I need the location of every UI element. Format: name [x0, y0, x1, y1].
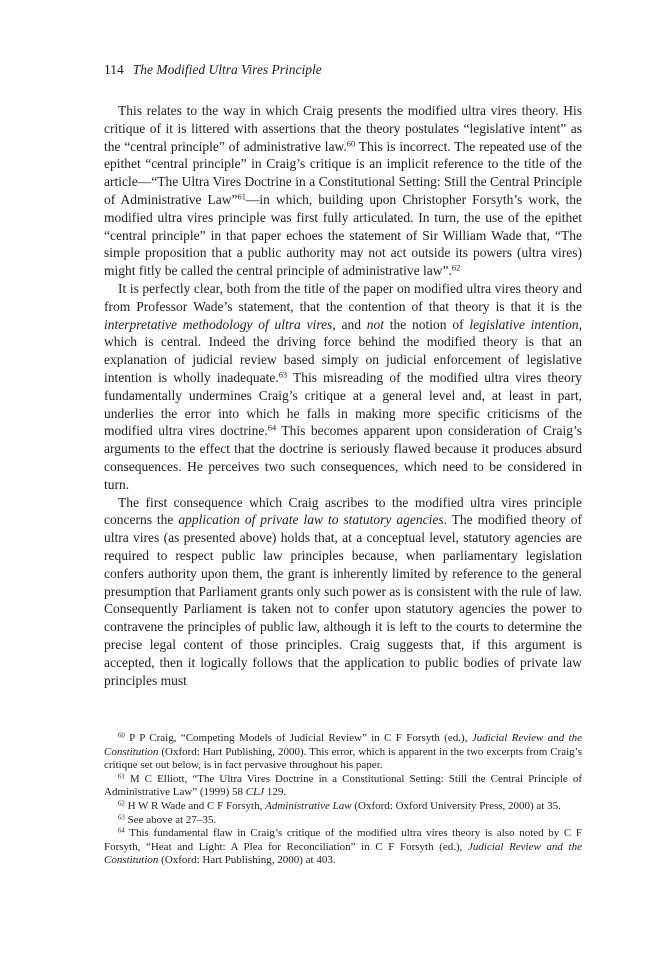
footnotes — [104, 732, 582, 868]
footnote-63: $^{63}$ See above at 27–35. — [118, 813, 217, 826]
footnote-ref-64[interactable]: 64 — [267, 423, 277, 433]
running-title: The Modified Ultra Vires Principle — [132, 62, 322, 77]
paragraph-2: It is perfectly clear, both from the title of the paper on modified ultra vires theory and from Professor Wade’s statement, that the contention of that theory is that it is the interpretative methodology of ultra vires, and not the notion of legislative intention, which is central. Indeed the driving force behind the modified theory is that an explanation of judicial review based simply on judicial enforcement of legislative intention is wholly inadequate.$^{63}$ This misreading of the modified ultra vires theory fundamentally undermines Craig’s critique at a general level and, at least in part, underlies the error into which he falls in making more specific criticisms of the modified ultra vires doctrine.$^{64}$ This becomes apparent upon consideration of Craig’s arguments to the effect that the doctrine is seriously flawed because it produces absurd consequences. He perceives two such consequences, which need to be considered in turn. — [104, 280, 582, 492]
footnote-number: 63 — [118, 813, 125, 821]
paragraph-1: This relates to the way in which Craig presents the modified ultra vires theory. His critique of it is littered with assertions that the theory postulates “legislative intent” as the “central principle” of administrative law.$^{60}$ This is incorrect. The repeated use of the epithet “central principle” in Craig’s critique is an implicit reference to the title of the article—“The Ultra Vires Doctrine in a Constitutional Setting: Still the Central Principle of Administrative Law”$^{61}$—in which, building upon Christopher Forsyth’s work, the modified ultra vires principle was first fully articulated. In turn, the use of the epithet “central principle” in that paper echoes the statement of Sir William Wade that, “The simple proposition that a public authority may not act outside its powers (ultra vires) might fitly be called the central principle of administrative law”.$^{62}$ — [104, 103, 582, 279]
footnote-ref-62[interactable]: 62 — [451, 263, 461, 273]
running-header — [104, 62, 582, 78]
footnote-ref-63[interactable]: 63 — [278, 370, 288, 380]
footnote-64: $^{64}$ This fundamental flaw in Craig’s critique of the modified ultra vires theory is also noted by C F Forsyth, “Heat and Light: A Plea for Reconciliation” in C F Forsyth (ed.), Judicial Review and the Constitution (Oxford: Hart Publishing, 2000) at 403. — [104, 827, 582, 867]
footnote-60: $^{60}$ P P Craig, “Competing Models of Judicial Review” in C F Forsyth (ed.), Judicial Review and the Constitution (Oxford: Hart Publishing, 2000). This error, which is apparent in the two excerpts from Craig’s critique set out below, is in fact pervasive throughout his paper. — [104, 732, 582, 772]
paragraph-3: The first consequence which Craig ascribes to the modified ultra vires principle concerns the application of private law to statutory agencies. The modified theory of ultra vires (as presented above) holds that, at a conceptual level, statutory agencies are required to respect public law principles because, when parliamentary legislation confers authority upon them, the grant is inherently limited by reference to the general presumption that Parliament grants only such power as is consistent with the rule of law. Consequently Parliament is taken not to confer upon statutory agencies the power to contravene the principles of public law, although it is left to the courts to determine the precise legal content of those principles. Craig suggests that, if this argument is accepted, then it logically follows that the application to public bodies of private law principles must — [104, 494, 583, 688]
footnote-number: 61 — [118, 773, 125, 781]
footnote-ref-60[interactable]: 60 — [346, 139, 356, 148]
footnote-number: 62 — [118, 800, 125, 808]
page — [104, 62, 582, 689]
page-number: 114 — [104, 62, 124, 77]
footnote-61: $^{61}$ M C Elliott, “The Ultra Vires Doctrine in a Constitutional Setting: Still the Central Principle of Administrative Law” (1999) 58 CLJ 129. — [104, 772, 582, 799]
body-text — [104, 102, 582, 689]
footnote-number: 64 — [118, 827, 125, 835]
footnote-number: 60 — [118, 732, 125, 740]
footnote-ref-61[interactable]: 61 — [237, 192, 246, 202]
footnote-62: $^{62}$ H W R Wade and C F Forsyth, Administrative Law (Oxford: Oxford University Press, 2000) at 35. — [118, 799, 561, 812]
